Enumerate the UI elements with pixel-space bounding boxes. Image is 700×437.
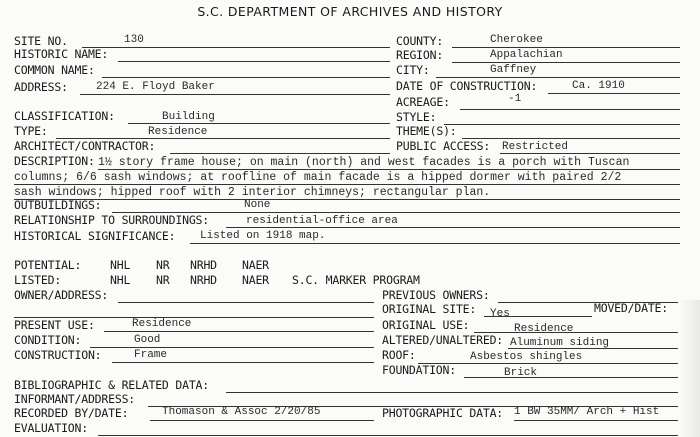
bibliographic-label: BIBLIOGRAPHIC & RELATED DATA:: [14, 378, 209, 392]
recorded-by-line: [150, 420, 374, 421]
evaluation-line: [98, 435, 680, 436]
photographic-data-value: 1 BW 35MM/ Arch + Hist: [514, 406, 660, 418]
roof-value: Asbestos shingles: [470, 351, 583, 363]
county-line: [452, 47, 680, 48]
form-header: S.C. DEPARTMENT OF ARCHIVES AND HISTORY: [197, 4, 503, 19]
listed-sc-marker-program: S.C. MARKER PROGRAM: [292, 273, 420, 287]
city-value: Gaffney: [490, 64, 537, 76]
common-name-line: [102, 77, 390, 78]
classification-label: CLASSIFICATION:: [14, 109, 115, 123]
description-line-1: 1½ story frame house; on main (north) and west facades is a porch with Tuscan: [98, 156, 630, 169]
outbuildings-label: OUTBUILDINGS:: [14, 198, 102, 212]
listed-label: LISTED:: [14, 273, 62, 287]
original-use-label: ORIGINAL USE:: [382, 318, 470, 332]
condition-label: CONDITION:: [14, 333, 82, 347]
potential-nhl: NHL: [110, 258, 131, 272]
moved-date-label: MOVED/DATE:: [594, 301, 668, 315]
date-of-construction-value: Ca. 1910: [572, 80, 625, 92]
photographic-data-line: [514, 420, 680, 421]
site-no-line: [82, 47, 390, 48]
county-value: Cherokee: [490, 34, 543, 46]
outbuildings-value: None: [244, 199, 271, 211]
present-use-line: [104, 331, 374, 332]
listed-nrhd: NRHD: [190, 273, 217, 287]
address-line: [80, 94, 390, 95]
city-line: [436, 77, 680, 78]
construction-label: CONSTRUCTION:: [14, 348, 102, 362]
description-label: DESCRIPTION:: [14, 154, 95, 168]
potential-naer: NAER: [242, 258, 269, 272]
historical-significance-label: HISTORICAL SIGNIFICANCE:: [14, 229, 176, 243]
listed-nr: NR: [156, 273, 170, 287]
present-use-label: PRESENT USE:: [14, 318, 95, 332]
relationship-line: [226, 227, 680, 228]
roof-line: [418, 363, 680, 364]
description-line-2: columns; 6/6 sash windows; at roofline of main facade is a hipped dormer with paired 2/2: [14, 171, 622, 184]
common-name-label: COMMON NAME:: [14, 63, 95, 77]
type-label: TYPE:: [14, 124, 48, 138]
description-line-3: sash windows; hipped roof with 2 interior chimneys; rectangular plan.: [14, 186, 491, 199]
site-no-label: SITE NO.: [14, 34, 68, 48]
informant-label: INFORMANT/ADDRESS:: [14, 392, 136, 406]
public-access-line: [500, 153, 680, 154]
date-of-construction-label: DATE OF CONSTRUCTION:: [396, 79, 538, 93]
altered-line: [508, 348, 680, 349]
acreage-line: [460, 109, 680, 110]
evaluation-label: EVALUATION:: [14, 421, 88, 435]
relationship-label: RELATIONSHIP TO SURROUNDINGS:: [14, 213, 209, 227]
present-use-value: Residence: [132, 318, 192, 330]
classification-line: [128, 123, 390, 124]
condition-value: Good: [134, 334, 161, 346]
architect-line: [170, 153, 390, 154]
address-label: ADDRESS:: [14, 80, 68, 94]
original-site-value: Yes: [490, 308, 510, 320]
historical-significance-value: Listed on 1918 map.: [200, 230, 326, 242]
condition-line: [90, 347, 374, 348]
original-site-line: [484, 316, 592, 317]
altered-label: ALTERED/UNALTERED:: [382, 333, 504, 347]
original-site-label: ORIGINAL SITE:: [382, 302, 477, 316]
region-line: [452, 62, 680, 63]
themes-label: THEME(S):: [396, 124, 457, 138]
previous-owners-label: PREVIOUS OWNERS:: [382, 288, 490, 302]
address-value: 224 E. Floyd Baker: [96, 81, 215, 93]
style-label: STYLE:: [396, 110, 437, 124]
date-of-construction-line: [548, 93, 680, 94]
potential-nr: NR: [156, 258, 170, 272]
county-label: COUNTY:: [396, 34, 444, 48]
public-access-label: PUBLIC ACCESS:: [396, 139, 491, 153]
region-value: Appalachian: [490, 49, 563, 61]
city-label: CITY:: [396, 63, 430, 77]
relationship-value: residential-office area: [246, 215, 398, 227]
altered-value: Aluminum siding: [510, 337, 610, 349]
foundation-label: FOUNDATION:: [382, 363, 456, 377]
description-line-rule-1: [98, 169, 680, 170]
roof-label: ROOF:: [382, 348, 416, 362]
description-text: [14, 155, 684, 200]
historical-significance-line: [190, 243, 680, 244]
site-no-value: 130: [124, 34, 144, 46]
construction-value: Frame: [134, 349, 168, 361]
recorded-by-label: RECORDED BY/DATE:: [14, 406, 129, 420]
recorded-by-value: Thomason & Assoc 2/20/85: [162, 406, 321, 418]
listed-nhl: NHL: [110, 273, 131, 287]
page-edge-shadow: [678, 300, 700, 437]
type-value: Residence: [148, 126, 208, 138]
themes-line: [462, 138, 680, 139]
original-use-line: [474, 332, 680, 333]
public-access-value: Restricted: [502, 141, 569, 153]
foundation-value: Brick: [504, 367, 538, 379]
foundation-line: [464, 377, 680, 378]
acreage-value: -1: [508, 93, 522, 105]
original-use-value: Residence: [514, 323, 574, 335]
description-line-rule-3: [14, 199, 680, 200]
architect-label: ARCHITECT/CONTRACTOR:: [14, 139, 156, 153]
photographic-data-label: PHOTOGRAPHIC DATA:: [382, 406, 504, 420]
historic-name-line: [118, 61, 390, 62]
region-label: REGION:: [396, 48, 444, 62]
description-line-rule-2: [14, 184, 680, 185]
potential-nrhd: NRHD: [190, 258, 217, 272]
owner-address-label: OWNER/ADDRESS:: [14, 288, 109, 302]
style-line: [444, 124, 680, 125]
acreage-label: ACREAGE:: [396, 95, 450, 109]
construction-line: [112, 362, 374, 363]
classification-value: Building: [162, 111, 215, 123]
listed-naer: NAER: [242, 273, 269, 287]
potential-label: POTENTIAL:: [14, 258, 82, 272]
historic-name-label: HISTORIC NAME:: [14, 47, 109, 61]
bibliographic-line: [226, 392, 680, 393]
owner-address-line: [118, 302, 374, 303]
